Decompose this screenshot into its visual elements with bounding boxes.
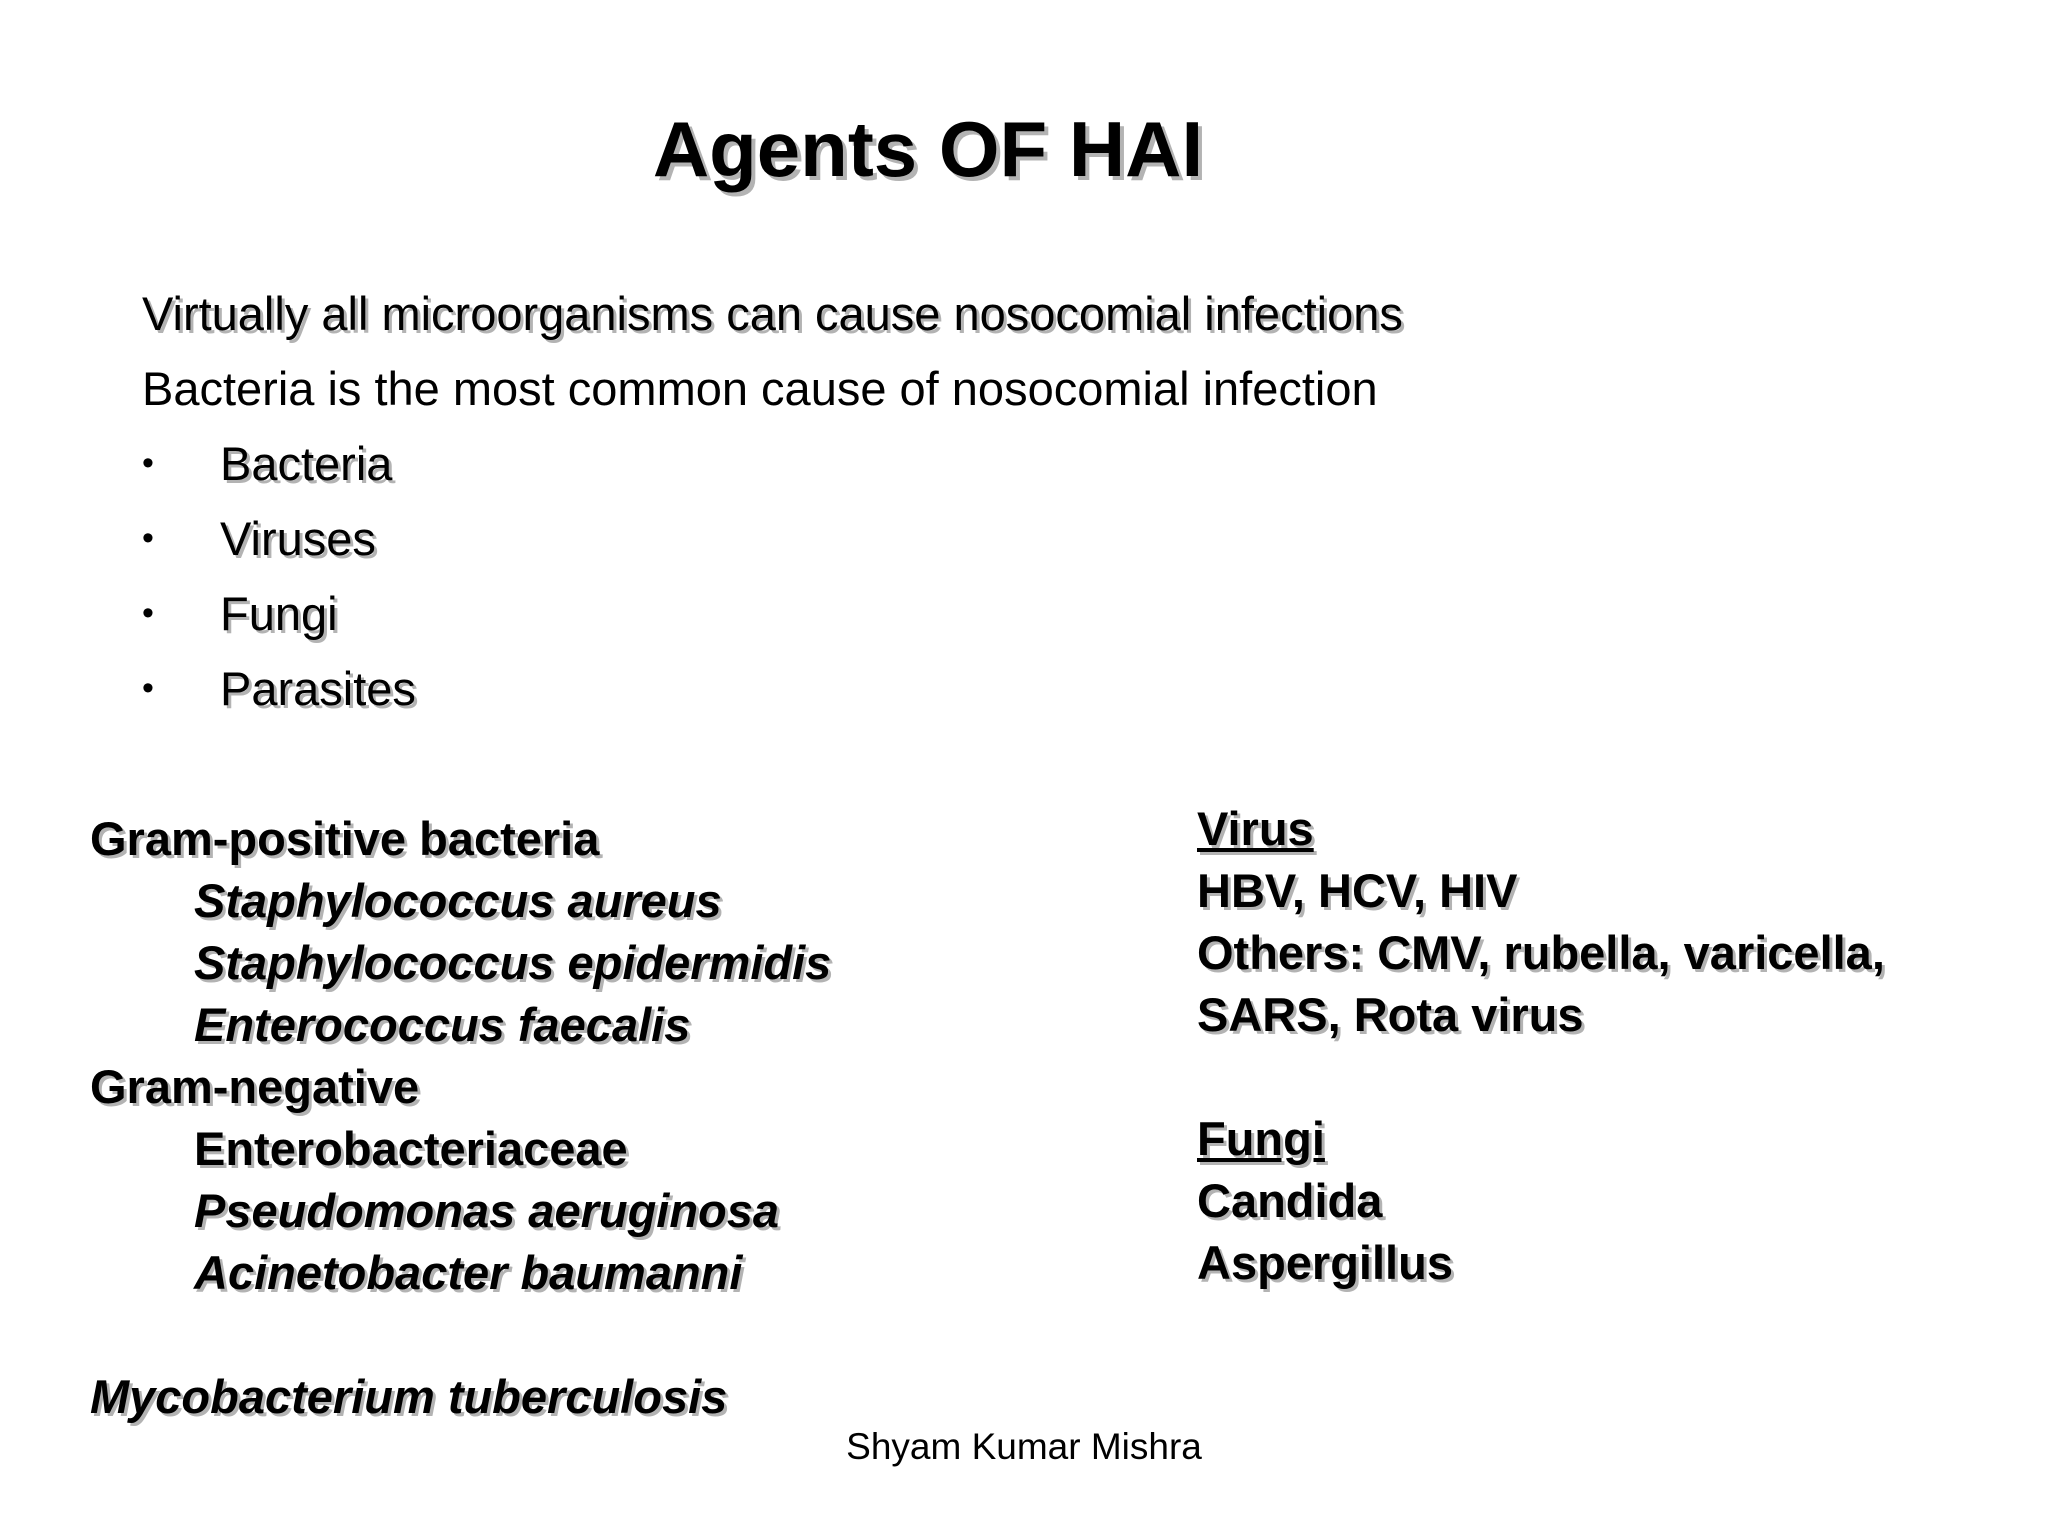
virus-heading: Virus bbox=[1197, 802, 1314, 855]
virus-line: Others: CMV, rubella, varicella, bbox=[1197, 926, 1885, 979]
gram-positive-heading: Gram-positive bacteria bbox=[90, 812, 600, 865]
intro-line: Bacteria is the most common cause of nosocomial infection bbox=[142, 362, 1378, 415]
list-item-label: Bacteria bbox=[220, 437, 393, 490]
slide-title: Agents OF HAI bbox=[652, 105, 1204, 193]
intro-text bbox=[142, 276, 1403, 426]
list-item bbox=[142, 501, 416, 576]
bacteria-column bbox=[90, 808, 831, 1428]
bacteria-name: Staphylococcus aureus bbox=[194, 874, 722, 927]
list-item bbox=[142, 651, 416, 726]
fungi-heading: Fungi bbox=[1197, 1112, 1325, 1165]
bullet-icon: • bbox=[142, 594, 154, 632]
list-item bbox=[142, 576, 416, 651]
virus-line: HBV, HCV, HIV bbox=[1197, 864, 1518, 917]
author-footer: Shyam Kumar Mishra bbox=[846, 1426, 1202, 1467]
bullet-icon: • bbox=[142, 444, 154, 482]
bullet-icon: • bbox=[142, 669, 154, 707]
bacteria-name: Acinetobacter baumanni bbox=[194, 1246, 743, 1299]
bacteria-name: Enterococcus faecalis bbox=[194, 998, 691, 1051]
bacteria-name: Pseudomonas aeruginosa bbox=[194, 1184, 780, 1237]
list-item-label: Parasites bbox=[220, 662, 416, 715]
virus-fungi-column bbox=[1197, 798, 1885, 1294]
bacteria-name: Enterobacteriaceae bbox=[194, 1122, 628, 1175]
bullet-icon: • bbox=[142, 519, 154, 557]
mycobacterium-label: Mycobacterium tuberculosis bbox=[90, 1370, 728, 1423]
list-item-label: Viruses bbox=[220, 512, 376, 565]
fungi-line: Candida bbox=[1197, 1174, 1383, 1227]
list-item bbox=[142, 426, 416, 501]
intro-line: Virtually all microorganisms can cause nosocomial infections bbox=[142, 287, 1403, 340]
gram-negative-heading: Gram-negative bbox=[90, 1060, 420, 1113]
list-item-label: Fungi bbox=[220, 587, 338, 640]
agent-category-list bbox=[142, 426, 416, 726]
spacer bbox=[90, 1304, 831, 1366]
virus-line: SARS, Rota virus bbox=[1197, 988, 1584, 1041]
bacteria-name: Staphylococcus epidermidis bbox=[194, 936, 832, 989]
fungi-line: Aspergillus bbox=[1197, 1236, 1453, 1289]
spacer bbox=[1197, 1046, 1885, 1108]
